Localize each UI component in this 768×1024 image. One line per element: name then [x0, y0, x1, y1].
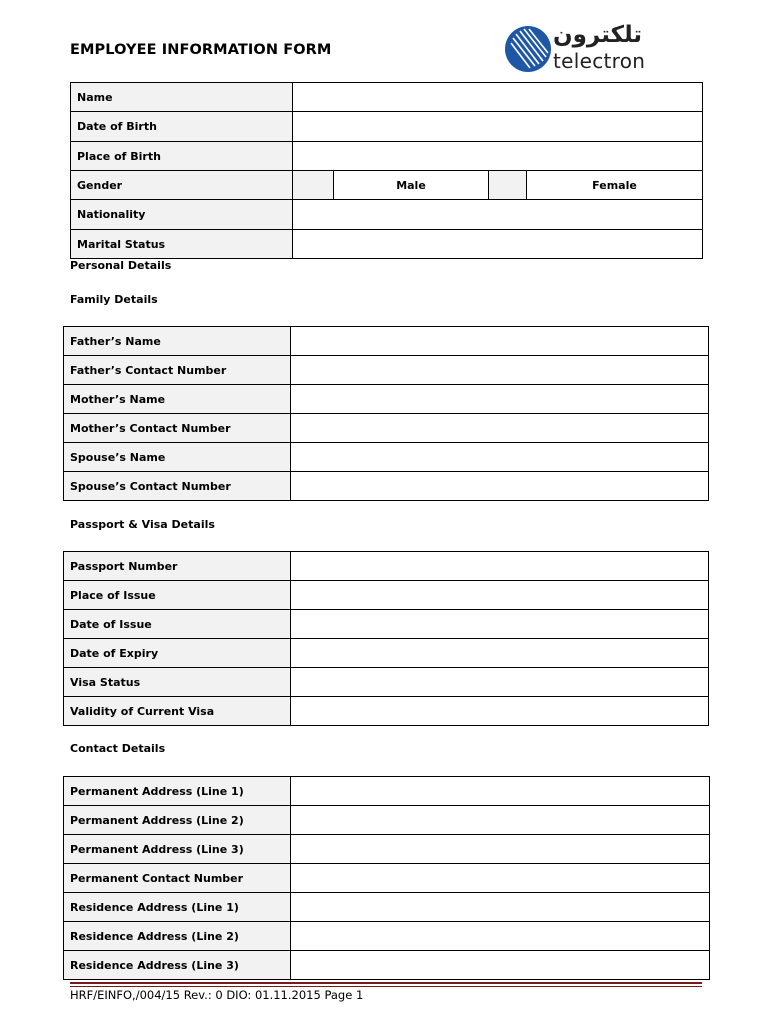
nationality-label: Nationality [71, 200, 293, 230]
fathers-contact-field[interactable] [291, 356, 709, 385]
visa-validity-label: Validity of Current Visa [64, 697, 291, 726]
female-option-label: Female [527, 171, 703, 200]
passport-number-label: Passport Number [64, 552, 291, 581]
fathers-name-field[interactable] [291, 327, 709, 356]
telectron-logo [503, 22, 673, 78]
male-option-label: Male [334, 171, 489, 200]
mothers-name-label: Mother’s Name [64, 385, 291, 414]
table-row [64, 552, 709, 581]
table-row [64, 806, 710, 835]
family-details-heading: Family Details [70, 293, 158, 306]
permanent-contact-label: Permanent Contact Number [64, 864, 291, 893]
mothers-name-field[interactable] [291, 385, 709, 414]
visa-validity-field[interactable] [291, 697, 709, 726]
table-row [71, 200, 703, 230]
nationality-field[interactable] [293, 200, 703, 230]
permanent-address-line3-label: Permanent Address (Line 3) [64, 835, 291, 864]
table-row [71, 83, 703, 112]
fathers-contact-label: Father’s Contact Number [64, 356, 291, 385]
footer-rule [70, 982, 702, 984]
permanent-address-line2-label: Permanent Address (Line 2) [64, 806, 291, 835]
dob-field[interactable] [293, 112, 703, 142]
spouses-name-label: Spouse’s Name [64, 443, 291, 472]
residence-address-line1-field[interactable] [291, 893, 710, 922]
fathers-name-label: Father’s Name [64, 327, 291, 356]
spouses-contact-field[interactable] [291, 472, 709, 501]
date-of-issue-label: Date of Issue [64, 610, 291, 639]
name-field[interactable] [293, 83, 703, 112]
table-row [64, 610, 709, 639]
logo-globe-icon [505, 26, 551, 72]
family-details-table [63, 326, 709, 501]
residence-address-line1-label: Residence Address (Line 1) [64, 893, 291, 922]
permanent-contact-field[interactable] [291, 864, 710, 893]
female-checkbox[interactable] [489, 171, 527, 200]
place-of-issue-field[interactable] [291, 581, 709, 610]
mothers-contact-field[interactable] [291, 414, 709, 443]
date-of-issue-field[interactable] [291, 610, 709, 639]
footer-rule-thin [70, 986, 702, 987]
residence-address-line2-label: Residence Address (Line 2) [64, 922, 291, 951]
dob-label: Date of Birth [71, 112, 293, 142]
passport-visa-table [63, 551, 709, 726]
table-row [64, 472, 709, 501]
table-row [64, 835, 710, 864]
table-row [64, 414, 709, 443]
table-row [64, 951, 710, 980]
footer-doc-ref: HRF/EINFO,/004/15 Rev.: 0 DIO: 01.11.2015 Page 1 [70, 988, 364, 1002]
table-row [64, 327, 709, 356]
marital-status-label: Marital Status [71, 230, 293, 259]
personal-details-table [70, 82, 703, 259]
contact-details-table [63, 776, 710, 980]
contact-details-heading: Contact Details [70, 742, 166, 755]
table-row [71, 142, 703, 171]
permanent-address-line2-field[interactable] [291, 806, 710, 835]
visa-status-field[interactable] [291, 668, 709, 697]
logo-latin-text: telectron [553, 49, 646, 73]
residence-address-line3-field[interactable] [291, 951, 710, 980]
personal-details-caption: Personal Details [70, 259, 172, 272]
permanent-address-line3-field[interactable] [291, 835, 710, 864]
table-row [64, 922, 710, 951]
pob-label: Place of Birth [71, 142, 293, 171]
table-row [64, 697, 709, 726]
table-row [64, 356, 709, 385]
table-row [64, 385, 709, 414]
table-row [64, 893, 710, 922]
passport-number-field[interactable] [291, 552, 709, 581]
permanent-address-line1-label: Permanent Address (Line 1) [64, 777, 291, 806]
table-row [64, 864, 710, 893]
table-row [64, 639, 709, 668]
table-row [71, 230, 703, 259]
residence-address-line3-label: Residence Address (Line 3) [64, 951, 291, 980]
table-row [64, 777, 710, 806]
name-label: Name [71, 83, 293, 112]
visa-status-label: Visa Status [64, 668, 291, 697]
permanent-address-line1-field[interactable] [291, 777, 710, 806]
male-checkbox[interactable] [293, 171, 334, 200]
date-of-expiry-label: Date of Expiry [64, 639, 291, 668]
marital-status-field[interactable] [293, 230, 703, 259]
spouses-contact-label: Spouse’s Contact Number [64, 472, 291, 501]
page-title: EMPLOYEE INFORMATION FORM [70, 42, 332, 58]
table-row [64, 668, 709, 697]
gender-label: Gender [71, 171, 293, 200]
table-row [64, 581, 709, 610]
table-row [71, 112, 703, 142]
mothers-contact-label: Mother’s Contact Number [64, 414, 291, 443]
logo-arabic-text: تلكترون [553, 22, 643, 48]
passport-visa-heading: Passport & Visa Details [70, 518, 215, 531]
date-of-expiry-field[interactable] [291, 639, 709, 668]
spouses-name-field[interactable] [291, 443, 709, 472]
table-row [71, 171, 703, 200]
place-of-issue-label: Place of Issue [64, 581, 291, 610]
table-row [64, 443, 709, 472]
residence-address-line2-field[interactable] [291, 922, 710, 951]
pob-field[interactable] [293, 142, 703, 171]
